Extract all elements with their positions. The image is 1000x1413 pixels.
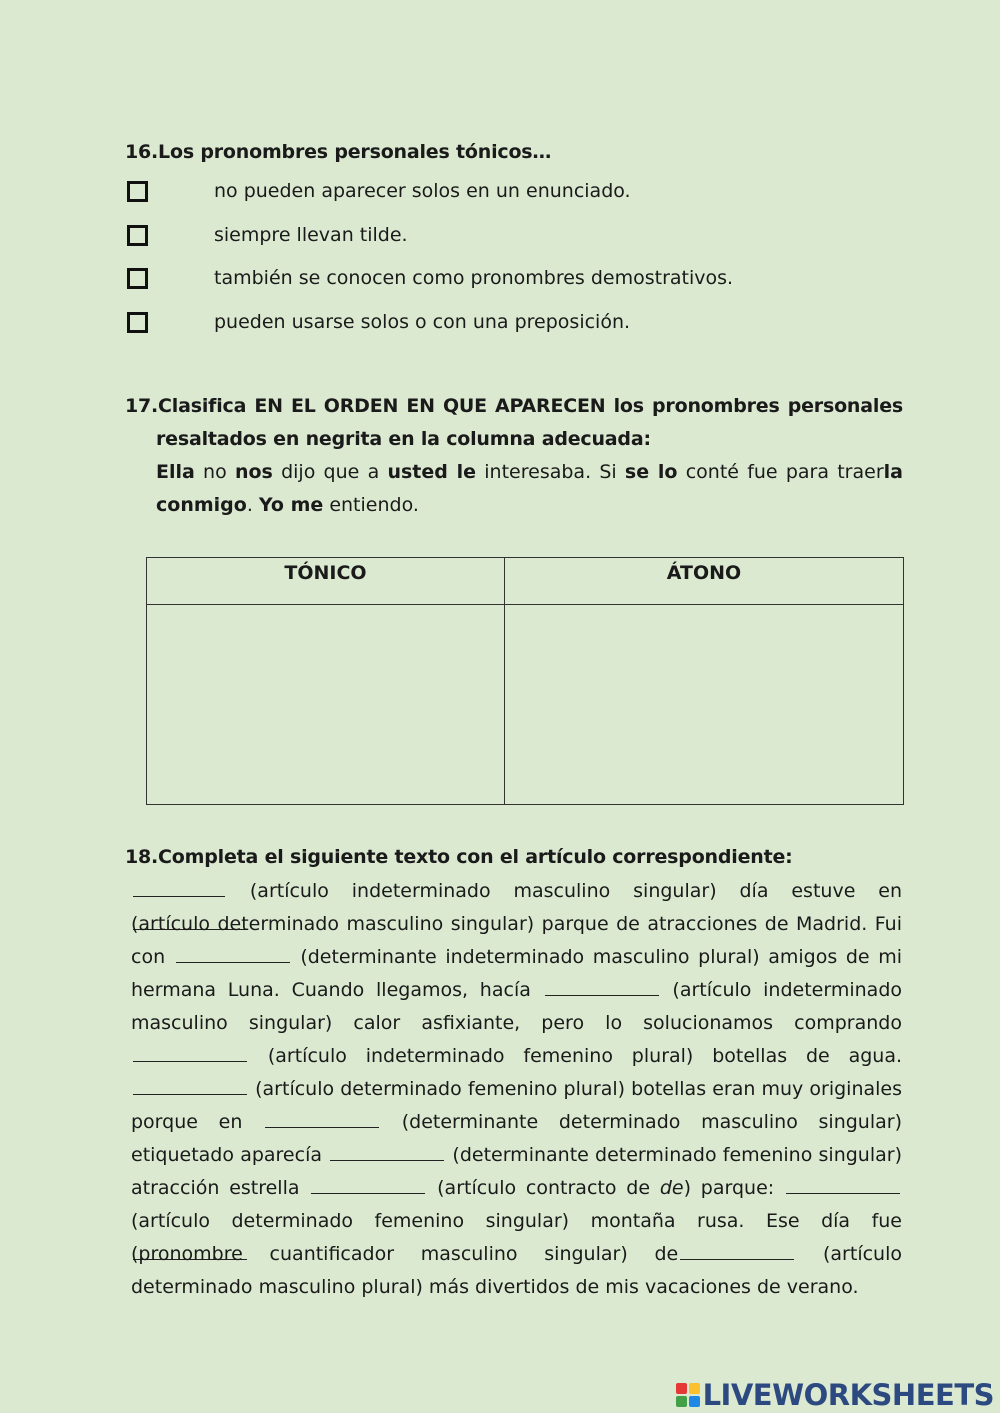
q18-line-4 [131, 974, 902, 1007]
blank-input[interactable] [545, 977, 659, 996]
q18-text: (artículo determinado femenino plural) botellas eran muy originales [255, 1078, 903, 1100]
q17-title-line1: 17.Clasifica EN EL ORDEN EN QUE APARECEN los pronombres personales [125, 395, 903, 417]
q18-line-11 [131, 1205, 902, 1238]
q16-option-3-text: también se conocen como pronombres demostrativos. [214, 267, 734, 289]
pronoun-la: la [883, 461, 903, 483]
q16-checkbox-4[interactable] [127, 312, 148, 333]
column-header-tonico: TÓNICO [147, 558, 505, 605]
q18-line-8 [131, 1106, 902, 1139]
q18-line-10 [131, 1172, 902, 1205]
q18-line-13: determinado masculino plural) más divertidos de mis vacaciones de verano. [131, 1276, 859, 1298]
liveworksheets-logo [676, 1378, 994, 1412]
pronoun-usted-le: usted le [387, 461, 477, 483]
q18-text: (artículo [823, 1243, 902, 1265]
q18-text: (artículo contracto de [437, 1177, 660, 1199]
q16-option-1 [127, 176, 631, 206]
q18-italic-text: de [659, 1177, 684, 1199]
q18-text: (determinante determinado masculino singular) [401, 1111, 902, 1133]
blank-input[interactable] [330, 1142, 444, 1161]
q16-checkbox-3[interactable] [127, 268, 148, 289]
q16-checkbox-1[interactable] [127, 181, 148, 202]
q16-checkbox-2[interactable] [127, 225, 148, 246]
q16-title: 16.Los pronombres personales tónicos… [125, 141, 552, 163]
q18-text: (artículo indeterminado [672, 979, 902, 1001]
pronoun-yo-me: Yo me [258, 494, 324, 516]
q18-text: etiquetado aparecía [131, 1144, 322, 1166]
q18-text: (determinante determinado femenino singular) [452, 1144, 902, 1166]
q16-option-3 [127, 263, 734, 293]
blank-input[interactable] [176, 944, 290, 963]
logo-text: LIVEWORKSHEETS [702, 1378, 994, 1412]
q18-text: (artículo determinado femenino singular) montaña rusa. Ese día fue [131, 1210, 902, 1232]
q16-option-1-text: no pueden aparecer solos en un enunciado. [214, 180, 631, 202]
sentence-text: interesaba. Si [476, 461, 625, 483]
q18-line-5: masculino singular) calor asfixiante, pero lo solucionamos comprando [131, 1012, 902, 1034]
q18-text: (determinante indeterminado masculino plural) amigos de mi [300, 946, 902, 968]
blank-input[interactable] [680, 1241, 794, 1260]
sentence-text: dijo que a [272, 461, 388, 483]
sentence-text: entiendo. [323, 494, 419, 516]
answer-cell-atono[interactable] [505, 605, 904, 805]
q18-text: (artículo indeterminado femenino plural) botellas de agua. [267, 1045, 902, 1067]
q18-line-12 [131, 1238, 902, 1271]
q18-text: con [131, 946, 166, 968]
q18-line-6 [131, 1040, 902, 1073]
q16-option-4 [127, 307, 631, 337]
answer-cell-tonico[interactable] [147, 605, 505, 805]
q18-text: atracción estrella [131, 1177, 300, 1199]
blank-input[interactable] [265, 1109, 379, 1128]
q17-sentence-line2 [156, 494, 419, 516]
blank-input[interactable] [786, 1175, 900, 1194]
q18-title: 18.Completa el siguiente texto con el artículo correspondiente: [125, 846, 793, 868]
q16-option-2 [127, 220, 408, 250]
blank-input[interactable] [133, 1076, 247, 1095]
q18-text: hermana Luna. Cuando llegamos, hacía [131, 979, 531, 1001]
pronoun-conmigo: conmigo [156, 494, 247, 516]
q18-line-7 [131, 1073, 902, 1106]
column-header-atono: ÁTONO [505, 558, 904, 605]
q17-title-line2: resaltados en negrita en la columna adecuada: [156, 428, 651, 450]
sentence-text: . [246, 494, 259, 516]
q18-text: (artículo indeterminado masculino singular) día estuve en [249, 880, 902, 902]
sentence-text: conté fue para traer [677, 461, 884, 483]
pronoun-se-lo: se lo [624, 461, 678, 483]
classify-table [146, 557, 904, 805]
q18-text: ) parque: [683, 1177, 775, 1199]
blank-input[interactable] [133, 878, 225, 897]
pronoun-nos: nos [234, 461, 273, 483]
q18-line-9 [131, 1139, 902, 1172]
q18-line-3 [131, 941, 902, 974]
logo-icon [676, 1383, 700, 1407]
pronoun-ella: Ella [156, 461, 195, 483]
q18-line-1 [131, 875, 902, 908]
sentence-text: no [194, 461, 235, 483]
q16-option-4-text: pueden usarse solos o con una preposición. [214, 311, 631, 333]
q18-text: porque en [131, 1111, 243, 1133]
blank-input[interactable] [311, 1175, 425, 1194]
blank-input[interactable] [133, 1043, 247, 1062]
q17-sentence-line1 [156, 461, 903, 483]
q16-option-2-text: siempre llevan tilde. [214, 224, 408, 246]
q18-text: (pronombre cuantificador masculino singular) de [131, 1243, 679, 1265]
q18-line-2: (artículo determinado masculino singular) parque de atracciones de Madrid. Fui [131, 913, 902, 935]
